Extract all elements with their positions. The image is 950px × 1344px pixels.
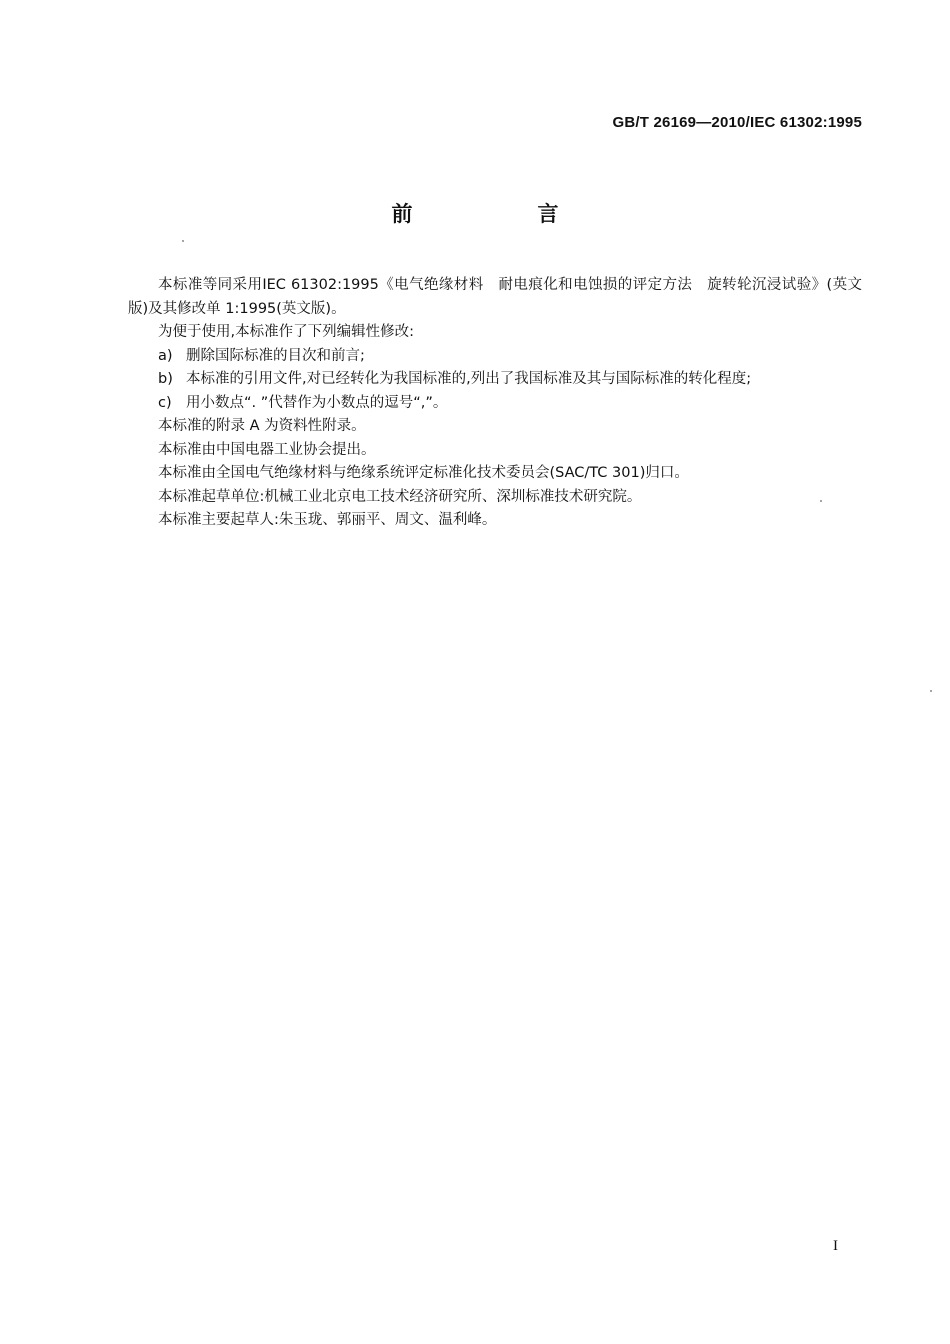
foreword-body: [128, 274, 862, 533]
scan-speck: [930, 690, 932, 692]
list-item: [128, 368, 862, 392]
list-item: [128, 345, 862, 369]
scan-speck: [820, 500, 822, 502]
drafters-note: 本标准主要起草人:朱玉珑、郭丽平、周文、温利峰。: [158, 512, 497, 528]
list-item-marker: c): [158, 394, 172, 411]
modifications-intro: 为便于使用,本标准作了下列编辑性修改:: [158, 324, 414, 340]
page-number: I: [833, 1238, 838, 1254]
drafting-units-note: 本标准起草单位:机械工业北京电工技术经济研究所、深圳标准技术研究院。: [158, 488, 642, 505]
list-item-marker: b): [158, 371, 173, 387]
list-item-text: 本标准的引用文件,对已经转化为我国标准的,列出了我国标准及其与国际标准的转化程度;: [186, 371, 752, 387]
adoption-paragraph: 本标准等同采用IEC 61302:1995《电气绝缘材料 耐电痕化和电蚀损的评定方法 旋转轮沉浸试验》(英文版)及其修改单 1:1995(英文版)。: [128, 277, 862, 317]
standard-code: GB/T 26169—2010/IEC 61302:1995: [612, 114, 862, 131]
list-item-text: 删除国际标准的目次和前言;: [186, 347, 365, 364]
committee-note: 本标准由全国电气绝缘材料与绝缘系统评定标准化技术委员会(SAC/TC 301)归口。: [158, 465, 689, 481]
proposer-note: 本标准由中国电器工业协会提出。: [158, 441, 376, 458]
list-item-marker: a): [158, 347, 173, 364]
scan-speck: [182, 240, 184, 242]
appendix-note: 本标准的附录 A 为资料性附录。: [158, 418, 366, 434]
list-item: [128, 392, 862, 416]
list-item-text: 用小数点“. ”代替作为小数点的逗号“,”。: [186, 394, 448, 411]
page-title: 前 言: [391, 202, 611, 226]
